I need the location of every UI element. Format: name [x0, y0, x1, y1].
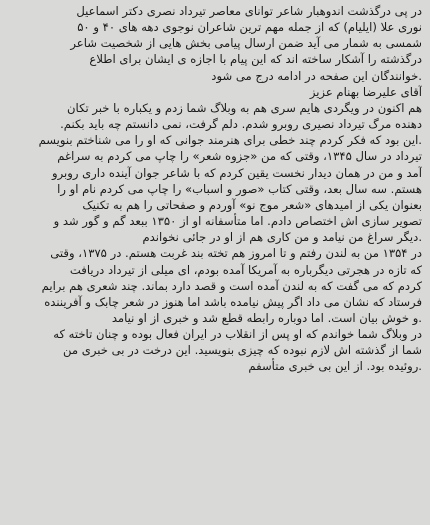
text-line: فرستاد که نشان می داد اگر پیش نیامده باشد اما هنوز در شعر چابک و آفریننده: [44, 294, 422, 309]
text-line: دهنده مرگ تیرداد نصیری روبرو شدم. دلم گرفت، نمی دانستم چه باید بکنم.: [60, 117, 422, 132]
text-line: آمد و من در همان دیدار نخست یقین کردم که با شاعر جوان آینده داری روبرو: [52, 165, 422, 180]
text-line: .و خوش بیان است. اما دوباره رابطه قطع شد و خبری از او نیامد: [111, 310, 422, 325]
text-line: که تازه در هجرتی دیگرباره به آمریکا آمده بودم، ای میلی از تیرداد دریافت: [69, 262, 422, 277]
text-line: درگذشته را آشکار ساخته اند که این پیام با اجازه ی ایشان برای اطلاع: [89, 52, 422, 67]
text-line: نوری علا (ایلیام) که از جمله مهم ترین شاعران نوجوی دهه های ۴۰ و ۵۰: [77, 20, 422, 35]
text-line: .این بود که فکر کردم چند خطی برای هنرمند جوانی که او را می شناختم بنویسم: [38, 133, 422, 148]
text-line: هستم. سه سال بعد، وقتی کتاب «صور و اسباب» را چاپ می کردم نام او را: [57, 181, 422, 196]
text-line: .روئیده بود. از این بی خبری متأسفم: [248, 359, 422, 374]
text-line: تصویر سازی اش اختصاص دادم. اما متأسفانه او از ۱۳۵۰ ببعد گم و گور شد و: [53, 214, 422, 229]
text-line: بعنوان یکی از امیدهای «شعر موج نو» آوردم و صفحاتی را هم به تکنیک: [82, 197, 422, 212]
text-line: تیرداد در سال ۱۳۴۵، وقتی که من «جزوه شعر» را چاپ می کردم به سراغم: [57, 149, 422, 164]
text-line: در وبلاگ شما خواندم که او پس از انقلاب در ایران فعال بوده و چنان تاخته که: [53, 327, 422, 342]
text-line: هم اکنون در ویگردی هایم سری هم به وبلاگ شما زدم و یکباره با خبر تکان: [67, 100, 422, 115]
text-line: شما از گذشته اش لازم نبوده که چیزی بنویسید. این درخت در بی خبری من: [63, 343, 422, 358]
text-line: در ۱۳۵۴ من به لندن رفتم و تا امروز هم تخته بند غربت هستم. در ۱۳۷۵، وقتی: [50, 246, 422, 261]
text-line: کردم که می گفت که به لندن آمده است و قصد دارد بماند. چند شعری هم برایم: [41, 278, 422, 293]
text-line: شمسی به شمار می آید ضمن ارسال پیامی بخش هایی از شخصیت شاعر: [70, 36, 422, 51]
text-line: در پی درگذشت اندوهبار شاعر توانای معاصر تیرداد نصری دکتر اسماعیل: [76, 4, 422, 18]
text-line: .خوانندگان این صفحه در ادامه درج می شود: [211, 68, 422, 83]
text-line: .دیگر سراغ من نیامد و من کاری هم از او در جائی نخواندم: [142, 230, 422, 245]
salutation: آقای علیرضا بهنام عزیز: [309, 84, 422, 99]
